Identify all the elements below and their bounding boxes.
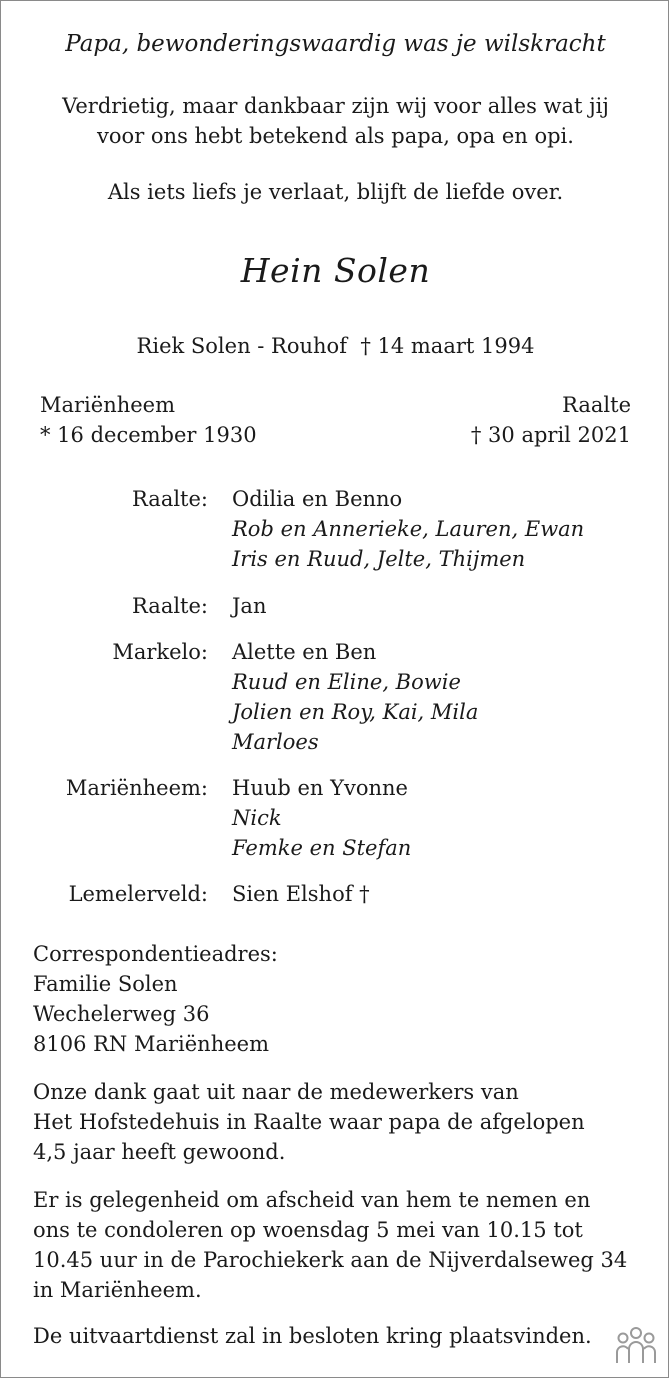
relative-names: Odilia en Benno bbox=[232, 487, 403, 511]
relative-group bbox=[232, 591, 266, 621]
relative-group bbox=[232, 484, 584, 574]
paragraph-line: 10.45 uur in de Parochiekerk aan de Nijverdalseweg 34 bbox=[33, 1248, 628, 1272]
people-group-icon bbox=[614, 1323, 658, 1365]
relative-sub: Iris en Ruud, Jelte, Thijmen bbox=[232, 547, 526, 571]
relative-group bbox=[232, 637, 478, 757]
relative-sub: Ruud en Eline, Bowie bbox=[232, 670, 461, 694]
gratitude-line-1: Verdrietig, maar dankbaar zijn wij voor alles wat jij bbox=[62, 94, 609, 118]
closing-line: De uitvaartdienst zal in besloten kring plaatsvinden. bbox=[33, 1324, 592, 1348]
relative-sub: Marloes bbox=[232, 730, 319, 754]
birth-date: * 16 december 1930 bbox=[40, 423, 257, 447]
relative-group bbox=[232, 773, 411, 863]
birth-place: Mariënheem bbox=[40, 393, 176, 417]
paragraph-line: Onze dank gaat uit naar de medewerkers van bbox=[33, 1080, 519, 1104]
deceased-name: Hein Solen bbox=[240, 251, 431, 290]
relative-names: Alette en Ben bbox=[232, 640, 377, 664]
relative-names: Huub en Yvonne bbox=[232, 776, 408, 800]
quote: Als iets liefs je verlaat, blijft de liefde over. bbox=[107, 180, 564, 204]
address-line: Correspondentieadres: bbox=[33, 942, 278, 966]
paragraph-line: Er is gelegenheid om afscheid van hem te nemen en bbox=[33, 1188, 591, 1212]
relative-group bbox=[232, 879, 370, 909]
relative-sub: Jolien en Roy, Kai, Mila bbox=[232, 700, 479, 724]
gratitude-line-2: voor ons hebt betekend als papa, opa en opi. bbox=[97, 124, 574, 148]
relative-sub: Nick bbox=[232, 806, 282, 830]
relative-place: Raalte: bbox=[132, 594, 208, 618]
relative-place: Raalte: bbox=[132, 487, 208, 511]
relative-place: Mariënheem: bbox=[65, 776, 208, 800]
paragraph-line: 4,5 jaar heeft gewoond. bbox=[33, 1140, 286, 1164]
address-line: Wechelerweg 36 bbox=[33, 1002, 210, 1026]
relative-sub: Rob en Annerieke, Lauren, Ewan bbox=[232, 517, 585, 541]
heading: Papa, bewonderingswaardig was je wilskracht bbox=[65, 31, 606, 57]
address-line: 8106 RN Mariënheem bbox=[33, 1032, 270, 1056]
relative-sub: Femke en Stefan bbox=[232, 836, 412, 860]
spouse-line: Riek Solen - Rouhof † 14 maart 1994 bbox=[136, 334, 535, 358]
relative-names: Sien Elshof † bbox=[232, 882, 370, 906]
paragraph-line: in Mariënheem. bbox=[33, 1278, 202, 1302]
relative-names: Jan bbox=[232, 594, 267, 618]
paragraph-line: ons te condoleren op woensdag 5 mei van 10.15 tot bbox=[33, 1218, 583, 1242]
death-date: † 30 april 2021 bbox=[470, 423, 631, 447]
address-line: Familie Solen bbox=[33, 972, 178, 996]
condolence-paragraph bbox=[33, 1185, 627, 1305]
correspondence-address bbox=[33, 939, 278, 1059]
relative-place: Lemelerveld: bbox=[68, 882, 208, 906]
thanks-paragraph bbox=[33, 1077, 585, 1167]
relative-place: Markelo: bbox=[112, 640, 208, 664]
death-place: Raalte bbox=[562, 393, 631, 417]
paragraph-line: Het Hofstedehuis in Raalte waar papa de afgelopen bbox=[33, 1110, 585, 1134]
